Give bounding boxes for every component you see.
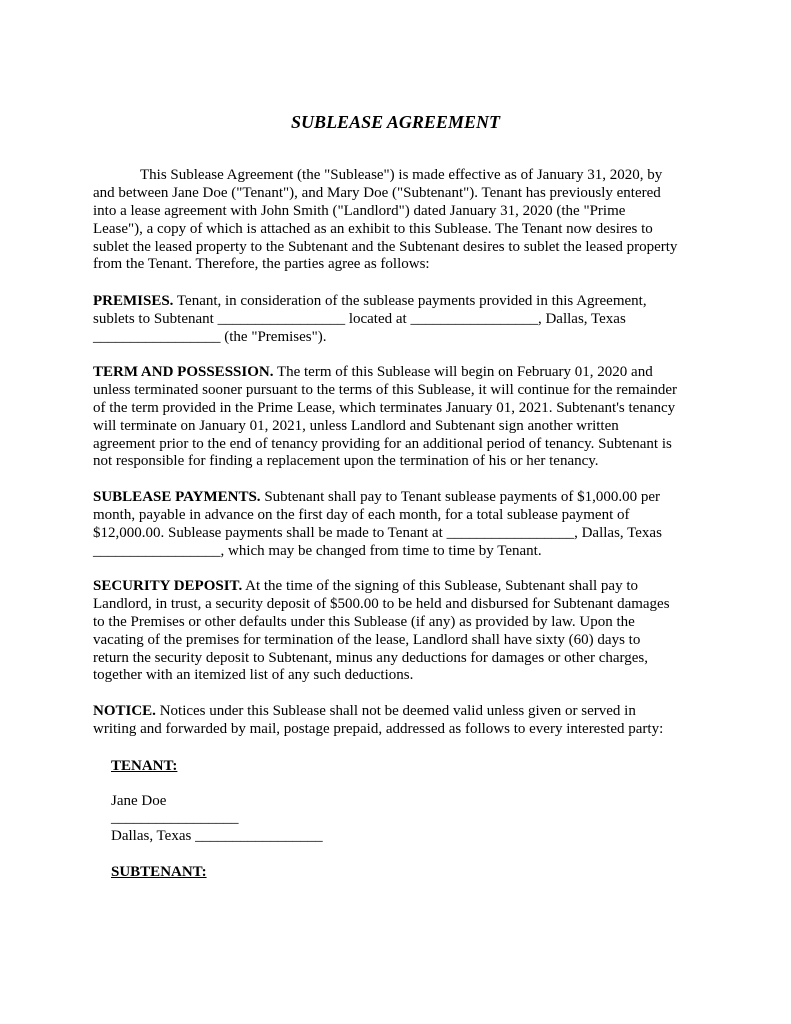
payments-first-line [93, 489, 703, 507]
payments-heading: SUBLEASE PAYMENTS. [93, 489, 261, 505]
notice-section [93, 703, 703, 739]
term-text: The term of this Sublease will begin on February 01, 2020 and [273, 364, 653, 380]
term-heading: TERM AND POSSESSION. [93, 364, 274, 380]
term-line: will terminate on January 01, 2021, unless Landlord and Subtenant sign another written [93, 417, 619, 434]
term-first-line [93, 364, 703, 382]
premises-first-line [93, 293, 703, 311]
premises-section [93, 293, 703, 347]
deposit-line: vacating of the premises for termination of the lease, Landlord shall have sixty (60) days to [93, 631, 641, 648]
deposit-text: At the time of the signing of this Sublease, Subtenant shall pay to [242, 578, 638, 594]
deposit-first-line [93, 578, 703, 596]
subtenant-heading: SUBTENANT: [111, 864, 207, 880]
document-title: SUBLEASE AGREEMENT [291, 112, 500, 132]
term-line: not responsible for finding a replacement upon the termination of his or her tenancy. [93, 453, 599, 470]
payments-text: Subtenant shall pay to Tenant sublease payments of $1,000.00 per [260, 489, 660, 505]
deposit-line: Landlord, in trust, a security deposit of $500.00 to be held and disbursed for Subtenant damages [93, 595, 670, 612]
intro-paragraph [93, 167, 703, 274]
payments-line: $12,000.00. Sublease payments shall be made to Tenant at _________________, Dallas, Texas [93, 524, 662, 541]
intro-line: from the Tenant. Therefore, the parties agree as follows: [93, 256, 430, 273]
premises-line: sublets to Subtenant _________________ located at _________________, Dallas, Texas [93, 310, 626, 327]
premises-heading: PREMISES. [93, 293, 174, 309]
intro-line: This Sublease Agreement (the "Sublease") is made effective as of January 31, 2020, by [140, 167, 663, 183]
term-section [93, 364, 703, 471]
deposit-heading: SECURITY DEPOSIT. [93, 578, 243, 594]
notice-first-line [93, 703, 703, 721]
term-line: of the term provided in the Prime Lease, which terminates January 01, 2021. Subtenant's tenancy [93, 399, 676, 416]
tenant-address-blank: _________________ [111, 810, 239, 826]
payments-section [93, 489, 703, 561]
deposit-section [93, 578, 703, 685]
intro-line: Lease"), a copy of which is attached as an exhibit to this Sublease. The Tenant now desires to [93, 220, 653, 237]
deposit-line: together with an itemized list of any such deductions. [93, 667, 414, 684]
term-line: agreement prior to the end of tenancy providing for an additional period of tenancy. Subtenant is [93, 435, 672, 452]
intro-line: into a lease agreement with John Smith ("Landlord") dated January 31, 2020 (the "Prime [93, 202, 626, 219]
premises-text: Tenant, in consideration of the sublease payments provided in this Agreement, [173, 293, 647, 309]
tenant-name: Jane Doe [111, 793, 167, 809]
notice-line: writing and forwarded by mail, postage prepaid, addressed as follows to every interested party: [93, 720, 664, 737]
deposit-line: to the Premises or other defaults under this Sublease (if any) as provided by law. Upon the [93, 613, 635, 630]
intro-line: sublet the leased property to the Subtenant and the Subtenant desires to sublet the leased property [93, 238, 678, 255]
notice-text: Notices under this Sublease shall not be deemed valid unless given or served in [155, 703, 636, 719]
tenant-heading: TENANT: [111, 758, 178, 774]
premises-line: _________________ (the "Premises"). [93, 328, 327, 345]
term-line: unless terminated sooner pursuant to the terms of this Sublease, it will continue for the remainder [93, 381, 678, 398]
deposit-line: return the security deposit to Subtenant, minus any deductions for damages or other charges, [93, 649, 648, 666]
payments-line: month, payable in advance on the first day of each month, for a total sublease payment of [93, 506, 630, 523]
intro-line: and between Jane Doe ("Tenant"), and Mary Doe ("Subtenant"). Tenant has previously entered [93, 184, 661, 201]
notice-heading: NOTICE. [93, 703, 156, 719]
payments-line: _________________, which may be changed from time to time by Tenant. [93, 542, 542, 559]
tenant-city-line: Dallas, Texas _________________ [111, 828, 323, 844]
